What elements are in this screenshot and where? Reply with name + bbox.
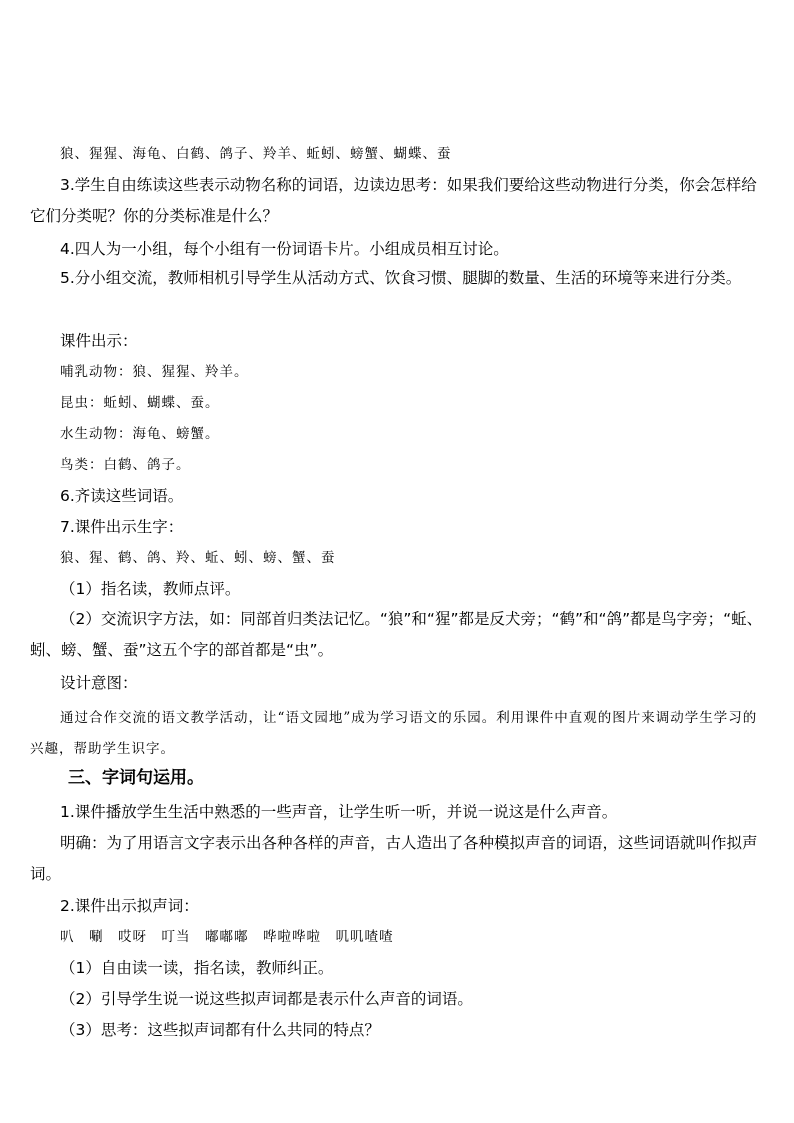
category-birds: 鸟类：白鹤、鸽子。	[60, 457, 191, 473]
new-characters-list: 狼、猩、鹤、鸽、羚、蚯、蚓、螃、蟹、蚕	[60, 550, 336, 566]
step-4-paragraph: 4.四人为一小组，每个小组有一份词语卡片。小组成员相互讨论。	[60, 240, 509, 258]
section-3-sub-step-1: （1）自由读一读，指名读，教师纠正。	[60, 959, 334, 977]
design-intent-text: 通过合作交流的语文教学活动，让“语文园地”成为学习语文的乐园。利用课件中直观的图片来调动学生学习的兴趣，帮助学生识字。	[30, 710, 758, 757]
section-3-step-1: 1.课件播放学生生活中熟悉的一些声音，让学生听一听，并说一说这是什么声音。	[60, 803, 618, 821]
step-5-paragraph: 5.分小组交流，教师相机引导学生从活动方式、饮食习惯、腿脚的数量、生活的环境等来进行分类。	[60, 269, 742, 287]
category-mammals: 哺乳动物：狼、猩猩、羚羊。	[60, 364, 249, 380]
sub-step-2: （2）交流识字方法，如：同部首归类法记忆。“狼”和“猩”都是反犬旁；“鹤”和“鸽”都是鸟字旁；“蚯、蚓、螃、蟹、蚕”这五个字的部首都是“虫”。	[30, 610, 763, 659]
category-insects: 昆虫：蚯蚓、蝴蝶、蚕。	[60, 395, 220, 411]
section-3-step-2: 2.课件出示拟声词：	[60, 897, 199, 915]
category-aquatic: 水生动物：海龟、螃蟹。	[60, 426, 220, 442]
sub-step-1: （1）指名读，教师点评。	[60, 580, 241, 598]
courseware-label: 课件出示：	[60, 332, 138, 350]
animal-word-list: 狼、猩猩、海龟、白鹤、鸽子、羚羊、蚯蚓、螃蟹、蝴蝶、蚕	[60, 146, 452, 162]
onomatopoeia-list: 叭 唰 哎呀 叮当 嘟嘟嘟 哗啦哗啦 叽叽喳喳	[60, 929, 394, 945]
step-6-paragraph: 6.齐读这些词语。	[60, 487, 184, 505]
step-7-paragraph: 7.课件出示生字：	[60, 518, 184, 536]
section-3-sub-step-2: （2）引导学生说一说这些拟声词都是表示什么声音的词语。	[60, 990, 473, 1008]
step-3-paragraph: 3.学生自由练读这些表示动物名称的词语，边读边思考：如果我们要给这些动物进行分类，你会怎样给它们分类呢？你的分类标准是什么？	[30, 176, 757, 225]
section-3-heading: 三、字词句运用。	[68, 768, 204, 788]
design-intent-label: 设计意图：	[60, 674, 138, 692]
section-3-clarification: 明确：为了用语言文字表示出各种各样的声音，古人造出了各种模拟声音的词语，这些词语就叫作拟声词。	[30, 834, 758, 883]
section-3-sub-step-3: （3）思考：这些拟声词都有什么共同的特点？	[60, 1021, 380, 1039]
